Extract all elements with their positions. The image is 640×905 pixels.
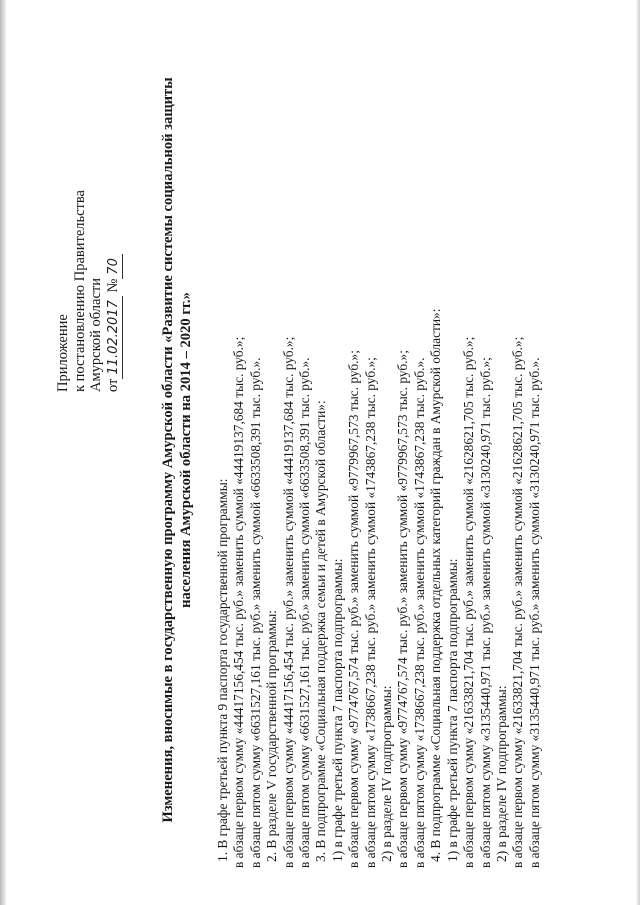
body-line: в абзаце пятом сумму «1738667,238 тыс. руб.» заменить суммой «1743867,238 тыс. руб.»;	[362, 357, 378, 868]
body-line: 1) в графе третьей пункта 7 паспорта подпрограммы:	[444, 558, 460, 862]
body-line: в абзаце первом сумму «9774767,574 тыс. руб.» заменить суммой «9779967,573 тыс. руб.»;	[395, 350, 411, 868]
title-line-1: Изменения, вносимые в государственную программу Амурской области «Развитие системы социальной защиты	[160, 77, 176, 823]
scan-shadow-right	[636, 0, 640, 905]
handwritten-number: 70	[106, 254, 124, 279]
body-line: 2) в разделе IV подпрограммы:	[493, 685, 509, 862]
body-line: 3. В подпрограмме «Социальная поддержка семьи и детей в Амурской области»:	[313, 400, 329, 862]
body-line: 2. В разделе V государственной программы:	[264, 610, 280, 862]
scan-shadow-left	[0, 0, 6, 905]
appendix-resolution: к постановлению Правительства	[71, 190, 88, 392]
rotated-document	[55, 20, 615, 880]
appendix-region: Амурской области	[88, 278, 104, 392]
appendix-date-line	[105, 32, 124, 392]
body-line: в абзаце первом сумму «21633821,704 тыс. руб.» заменить суммой «21628621,705 тыс. руб.»;	[461, 336, 477, 868]
title-line-2: населения Амурской области на 2014 – 2020 гг.»	[178, 292, 194, 608]
body-line: в абзаце пятом сумму «6631527,161 тыс. руб.» заменить суммой «6633508,391 тыс. руб.».	[297, 357, 313, 868]
document-body	[215, 23, 543, 868]
body-line: 1. В графе третьей пункта 9 паспорта государственной программы:	[215, 478, 230, 862]
document-title	[159, 20, 195, 880]
body-line: в абзаце первом сумму «9774767,574 тыс. руб.» заменить суммой «9779967,573 тыс. руб.»;	[346, 350, 362, 868]
body-line: в абзаце пятом сумму «6631527,161 тыс. руб.» заменить суммой «6633508,391 тыс. руб.».	[247, 357, 263, 868]
handwritten-date: 11.02.2017	[106, 296, 124, 378]
body-line: в абзаце пятом сумму «3135440,971 тыс. руб.» заменить суммой «3130240,971 тыс. руб.»;	[477, 357, 493, 868]
body-line: 1) в графе третьей пункта 7 паспорта подпрограммы:	[329, 558, 345, 862]
appendix-block	[55, 32, 123, 392]
number-sign: №	[104, 278, 121, 293]
date-prefix: от	[104, 378, 121, 392]
body-line: в абзаце пятом сумму «3135440,971 тыс. руб.» заменить суммой «3130240,971 тыс. руб.».	[526, 357, 542, 868]
body-line: 4. В подпрограмме «Социальная поддержка отдельных категорий граждан в Амурской области»:	[428, 308, 444, 862]
body-line: в абзаце пятом сумму «1738667,238 тыс. руб.» заменить суммой «1743867,238 тыс. руб.».	[411, 357, 427, 868]
appendix-label: Приложение	[55, 314, 71, 392]
body-line: 2) в разделе IV подпрограммы:	[379, 685, 395, 862]
body-line: в абзаце первом сумму «44417156,454 тыс. руб.» заменить суммой «44419137,684 тыс. руб.»;	[231, 336, 247, 868]
body-line: в абзаце первом сумму «21633821,704 тыс. руб.» заменить суммой «21628621,705 тыс. руб.»;	[510, 336, 526, 868]
body-line: в абзаце первом сумму «44417156,454 тыс. руб.» заменить суммой «44419137,684 тыс. руб.»;	[280, 336, 296, 868]
